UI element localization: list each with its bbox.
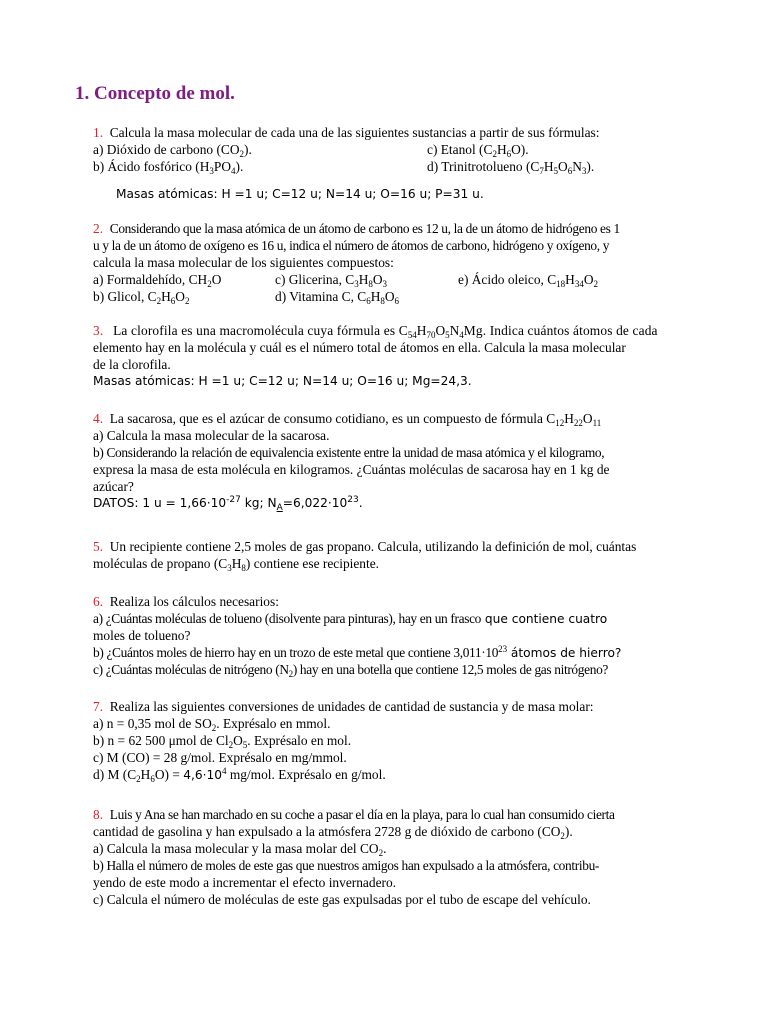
exercise-number: 3. bbox=[93, 323, 104, 338]
exercise-2-line-3: calcula la masa molecular de los siguientes compuestos: bbox=[93, 255, 394, 270]
exercise-5-line-1: 5. Un recipiente contiene 2,5 moles de gas propano. Calcula, utilizando la definición de mol, cuántas bbox=[93, 539, 637, 554]
exercise-8-line-1: 8. Luis y Ana se han marchado en su coche a pasar el día en la playa, para lo cual han consumido cierta bbox=[93, 807, 615, 822]
exercise-number: 6. bbox=[93, 594, 104, 609]
exercise-4-line-1: 4. La sacarosa, que es el azúcar de consumo cotidiano, es un compuesto de fórmula $C_{12}H_{22}O_{11}$ bbox=[93, 411, 602, 428]
exercise-3-line-2: elemento hay en la molécula y cuál es el número total de átomos en ella. Calcula la masa molecular bbox=[93, 340, 626, 355]
exercise-7-part-d: d) M $(C_2H_6O) = 4,6\cdot 10^4$ mg/mol. Exprésalo en g/mol. bbox=[93, 766, 386, 784]
option-b: b) Ácido fosfórico $(H_3PO_4)$. bbox=[93, 159, 244, 176]
exercise-number: 5. bbox=[93, 539, 104, 554]
exercise-number: 2. bbox=[93, 221, 104, 236]
exercise-8-part-b-line-2: yendo de este modo a incrementar el efecto invernadero. bbox=[93, 875, 397, 890]
exercise-8-part-c: c) Calcula el número de moléculas de este gas expulsadas por el tubo de escape del vehículo. bbox=[93, 892, 591, 907]
exercise-4-part-a: a) Calcula la masa molecular de la sacarosa. bbox=[93, 428, 330, 443]
exercise-7-statement: 7. Realiza las siguientes conversiones de unidades de cantidad de sustancia y de masa molar: bbox=[93, 699, 594, 714]
exercise-4-part-b-line-3: azúcar? bbox=[93, 479, 134, 494]
option-d: d) Trinitrotolueno $(C_7H_5O_6N_3)$. bbox=[427, 159, 595, 176]
option-c: c) Glicerina, $C_3H_8O_3$ bbox=[275, 272, 388, 289]
exercise-number: 4. bbox=[93, 411, 104, 426]
exercise-5-line-2: moléculas de propano $(C_3H_8)$ contiene ese recipiente. bbox=[93, 556, 380, 573]
option-c: c) Etanol $(C_2H_6O)$. bbox=[427, 142, 529, 159]
exercise-6-part-a-line-2: moles de tolueno? bbox=[93, 628, 191, 643]
option-b: b) Glicol, $C_2H_6O_2$ bbox=[93, 289, 190, 306]
exercise-4-part-b-line-1: b) Considerando la relación de equivalencia existente entre la unidad de masa atómica y el kilogramo, bbox=[93, 445, 605, 460]
exercise-6-part-b: b) ¿Cuántos moles de hierro hay en un trozo de este metal que contiene $3,011\cdot 10^{23}$ átomos de hierro? bbox=[93, 644, 622, 660]
exercise-6-part-a-line-1: a) ¿Cuántas moléculas de tolueno (disolvente para pinturas), hay en un frasco que contiene cuatro bbox=[93, 611, 608, 626]
exercise-1-atomic-masses: Masas atómicas: H =1 u; C=12 u; N=14 u; O=16 u; P=31 u. bbox=[116, 187, 484, 201]
exercise-4-part-b-line-2: expresa la masa de esta molécula en kilogramos. ¿Cuántas moléculas de sacarosa hay en 1 kg de bbox=[93, 462, 610, 477]
option-e: e) Ácido oleico, $C_{18}H_{34}O_2$ bbox=[458, 272, 599, 289]
exercise-3-line-1: 3. La clorofila es una macromolécula cuya fórmula es $C_{54}H_{70}O_5N_4Mg$. Indica cuántos átomos de cada bbox=[93, 323, 658, 340]
exercise-6-part-c: c) ¿Cuántas moléculas de nitrógeno $(N_2)$ hay en una botella que contiene 12,5 moles de gas nitrógeno? bbox=[93, 662, 609, 679]
exercise-8-line-2: cantidad de gasolina y han expulsado a la atmósfera 2728 g de dióxido de carbono $(CO_2)$. bbox=[93, 824, 573, 841]
exercise-4-data: DATOS: 1 $u = 1,66\cdot 10^{-27}$ kg; $N_A=6,022\cdot 10^{23}$. bbox=[93, 495, 363, 513]
exercise-3-atomic-masses: Masas atómicas: H =1 u; C=12 u; N=14 u; O=16 u; Mg=24,3. bbox=[93, 374, 472, 388]
exercise-2-line-1: 2. Considerando que la masa atómica de un átomo de carbono es 12 u, la de un átomo de hidrógeno es 1 bbox=[93, 221, 620, 236]
exercise-7-part-c: c) M (CO) = 28 g/mol. Exprésalo en mg/mmol. bbox=[93, 750, 347, 765]
exercise-3-line-3: de la clorofila. bbox=[93, 357, 171, 372]
option-a: a) Dióxido de carbono $(CO_2)$. bbox=[93, 142, 252, 159]
exercise-8-part-b-line-1: b) Halla el número de moles de este gas que nuestros amigos han expulsado a la atmósfera, contribu- bbox=[93, 858, 600, 873]
option-a: a) Formaldehído, $CH_2O$ bbox=[93, 272, 222, 289]
exercise-8-part-a: a) Calcula la masa molecular y la masa molar del $CO_2$. bbox=[93, 841, 387, 858]
exercise-1-statement: 1. Calcula la masa molecular de cada una de las siguientes sustancias a partir de sus fórmulas: bbox=[93, 125, 600, 140]
exercise-number: 7. bbox=[93, 699, 104, 714]
option-d: d) Vitamina C, $C_6H_8O_6$ bbox=[275, 289, 400, 306]
exercise-number: 8. bbox=[93, 807, 104, 822]
exercise-7-part-a: a) n = 0,35 mol de $SO_2$. Exprésalo en mmol. bbox=[93, 716, 331, 733]
exercise-2-line-2: u y la de un átomo de oxígeno es 16 u, indica el número de átomos de carbono, hidrógeno y oxígeno, y bbox=[93, 238, 610, 253]
section-title: 1. Concepto de mol. bbox=[75, 83, 235, 104]
exercise-number: 1. bbox=[93, 125, 104, 140]
exercise-7-part-b: b) n = 62 500 μmol de $Cl_2O_5$. Exprésalo en mol. bbox=[93, 733, 352, 750]
exercise-6-statement: 6. Realiza los cálculos necesarios: bbox=[93, 594, 279, 609]
